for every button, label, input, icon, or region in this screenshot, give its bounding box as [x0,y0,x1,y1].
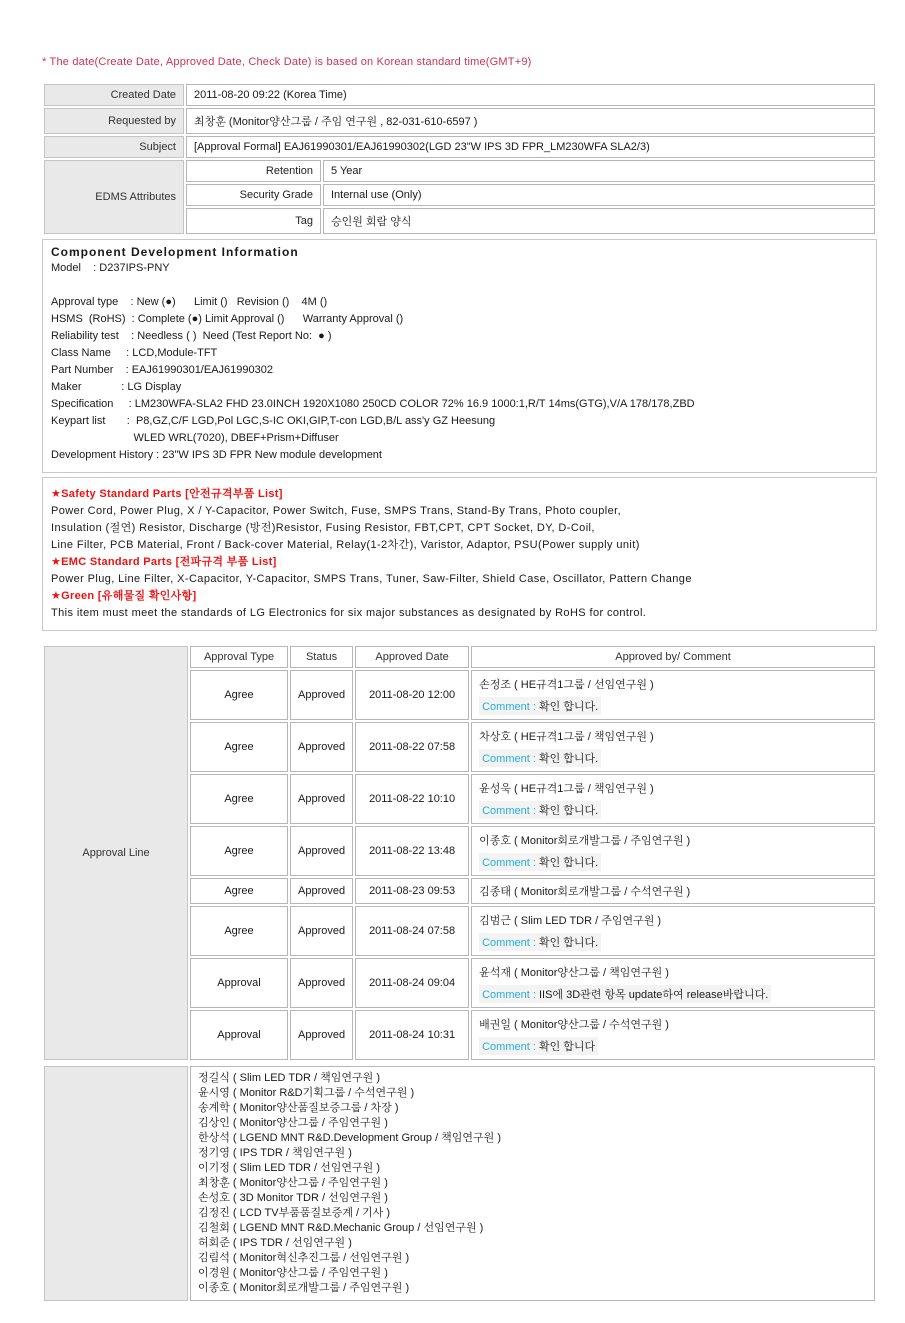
approved-by-comment-header: Approved by/ Comment [471,646,875,668]
component-info-line: Maker : LG Display [51,381,182,393]
security-grade-label: Security Grade [186,184,321,206]
approver-name: 이종호 ( Monitor회로개발그룹 / 주임연구원 ) [479,835,691,847]
recipient: 김철회 ( LGEND MNT R&D.Mechanic Group / 선임연구원 ) [198,1222,484,1234]
requested-by-value: 최창훈 (Monitor양산그룹 / 주임 연구원 , 82-031-610-6597 ) [186,108,875,134]
approval-type-cell: Approval [190,958,288,1008]
recipient: 김정진 ( LCD TV부품품질보증계 / 기사 ) [198,1207,391,1219]
safety-standard-parts-line: Power Cord, Power Plug, X / Y-Capacitor, Power Switch, Fuse, SMPS Trans, Stand-By Trans, Photo coupler, [51,505,622,517]
comment-text: 확인 합니다 [538,1041,596,1053]
approved-by-cell [471,1010,875,1060]
component-info-line [51,277,868,294]
safety-standard-parts-heading: ★Safety Standard Parts [안전규격부품 List] [51,488,283,500]
retention-label: Retention [186,160,321,182]
status-cell: Approved [290,774,353,824]
safety-standard-parts-line: Line Filter, PCB Material, Front / Back-cover Material, Relay(1-2차간), Varistor, Adaptor, PSU(Power supply unit) [51,539,640,551]
emc-standard-parts-heading: ★EMC Standard Parts [전파규격 부품 List] [51,556,277,568]
comment-text: 확인 합니다. [538,805,599,817]
approved-by-cell [471,958,875,1008]
recipient: 최창훈 ( Monitor양산그룹 / 주임연구원 ) [198,1177,388,1189]
emc-standard-parts-line: Power Plug, Line Filter, X-Capacitor, Y-Capacitor, SMPS Trans, Tuner, Saw-Filter, Shield Case, Oscillator, Pattern Change [51,573,692,585]
status-cell: Approved [290,1010,353,1060]
comment-label: Comment : [482,937,536,949]
retention-value: 5 Year [323,160,875,182]
comment-label: Comment : [482,1041,536,1053]
status-cell: Approved [290,878,353,904]
green-line: This item must meet the standards of LG Electronics for six major substances as designated by RoHS for control. [51,607,647,619]
subject-value: [Approval Formal] EAJ61990301/EAJ61990302(LGD 23"W IPS 3D FPR_LM230WFA SLA2/3) [186,136,875,158]
component-info-title: Component Development Information [51,245,299,259]
approver-name: 윤성욱 ( HE규격1그룹 / 책임연구원 ) [479,783,654,795]
component-info-line: Specification : LM230WFA-SLA2 FHD 23.0INCH 1920X1080 250CD COLOR 72% 16.9 1000:1,R/T 14ms(GTG),V/A 178/178,ZBD [51,398,695,410]
approved-date-cell: 2011-08-24 10:31 [355,1010,469,1060]
recipients-row [44,1066,875,1301]
created-date-label: Created Date [44,84,184,106]
approver-name: 배권일 ( Monitor양산그룹 / 수석연구원 ) [479,1019,669,1031]
recipients-table [42,1064,877,1303]
requested-by-row [44,108,875,134]
tag-label: Tag [186,208,321,234]
component-info-line: Approval type : New (●) Limit () Revision () 4M () [51,296,328,308]
approval-header-row [44,646,875,668]
approver-name: 손정조 ( HE규격1그룹 / 선임연구원 ) [479,679,654,691]
approval-type-cell: Agree [190,826,288,876]
component-info-line: Keypart list : P8,GZ,C/F LGD,Pol LGC,S-IC OKI,GIP,T-con LGD,B/L ass'y GZ Heesung [51,415,496,427]
recipient: 이경원 ( Monitor양산그룹 / 주임연구원 ) [198,1267,388,1279]
recipient: 송계학 ( Monitor양산품질보증그룹 / 차장 ) [198,1102,399,1114]
approved-by-cell [471,826,875,876]
edms-attributes-label: EDMS Attributes [44,160,184,234]
comment-label: Comment : [482,857,536,869]
recipients-label-cell [44,1066,188,1301]
document-info-table [42,82,877,236]
standards-box [42,477,877,631]
approval-line-table [42,644,877,1062]
comment-label: Comment : [482,753,536,765]
approved-date-cell: 2011-08-24 09:04 [355,958,469,1008]
status-cell: Approved [290,958,353,1008]
created-date-value: 2011-08-20 09:22 (Korea Time) [186,84,875,106]
comment-text: 확인 합니다. [538,701,599,713]
component-info-line: Development History : 23"W IPS 3D FPR New module development [51,449,382,461]
tag-value: 승인원 회람 양식 [323,208,875,234]
recipient: 한상석 ( LGEND MNT R&D.Development Group / 책임연구원 ) [198,1132,502,1144]
recipient: 김상인 ( Monitor양산그룹 / 주임연구원 ) [198,1117,388,1129]
component-development-info-box [42,239,877,473]
edms-retention-row [44,160,875,182]
recipient: 김림석 ( Monitor혁신추진그룹 / 선임연구원 ) [198,1252,410,1264]
subject-row [44,136,875,158]
safety-standard-parts-line: Insulation (절연) Resistor, Discharge (방전)Resistor, Fusing Resistor, FBT,CPT, CPT Socket, DY, D-Coil, [51,522,595,534]
approver-name: 김종태 ( Monitor회로개발그룹 / 수석연구원 ) [479,886,691,898]
approval-type-cell: Agree [190,774,288,824]
recipient: 정기영 ( IPS TDR / 책임연구원 ) [198,1147,352,1159]
approved-date-cell: 2011-08-24 07:58 [355,906,469,956]
approval-type-cell: Approval [190,1010,288,1060]
approval-type-cell: Agree [190,670,288,720]
subject-label: Subject [44,136,184,158]
recipients-list-cell [190,1066,875,1301]
approved-by-cell [471,722,875,772]
approver-name: 차상호 ( HE규격1그룹 / 책임연구원 ) [479,731,654,743]
recipient: 윤시영 ( Monitor R&D기획그룹 / 수석연구원 ) [198,1087,415,1099]
status-header: Status [290,646,353,668]
approved-by-cell [471,878,875,904]
component-info-line: WLED WRL(7020), DBEF+Prism+Diffuser [51,432,339,444]
approval-type-header: Approval Type [190,646,288,668]
component-info-line: HSMS (RoHS) : Complete (●) Limit Approval () Warranty Approval () [51,313,404,325]
approved-date-cell: 2011-08-20 12:00 [355,670,469,720]
component-info-line: Class Name : LCD,Module-TFT [51,347,218,359]
requested-by-label: Requested by [44,108,184,134]
approved-date-cell: 2011-08-22 13:48 [355,826,469,876]
comment-label: Comment : [482,701,536,713]
recipient: 이기정 ( Slim LED TDR / 선임연구원 ) [198,1162,380,1174]
security-grade-value: Internal use (Only) [323,184,875,206]
approval-line-label: Approval Line [44,646,188,1060]
approver-name: 김범근 ( Slim LED TDR / 주임연구원 ) [479,915,662,927]
component-info-line: Reliability test : Needless ( ) Need (Test Report No: ● ) [51,330,332,342]
approval-type-cell: Agree [190,722,288,772]
component-info-line: Model : D237IPS-PNY [51,262,170,274]
recipient: 손성호 ( 3D Monitor TDR / 선임연구원 ) [198,1192,388,1204]
approved-by-cell [471,774,875,824]
comment-text: 확인 합니다. [538,753,599,765]
approved-by-cell [471,906,875,956]
approved-date-cell: 2011-08-22 10:10 [355,774,469,824]
comment-text: 확인 합니다. [538,937,599,949]
kst-time-note: * The date(Create Date, Approved Date, Check Date) is based on Korean standard time(GMT+9) [42,56,532,68]
status-cell: Approved [290,906,353,956]
comment-label: Comment : [482,805,536,817]
approver-name: 윤석재 ( Monitor양산그룹 / 책임연구원 ) [479,967,669,979]
approved-date-cell: 2011-08-22 07:58 [355,722,469,772]
created-date-row [44,84,875,106]
recipient: 이종호 ( Monitor회로개발그룹 / 주임연구원 ) [198,1282,410,1294]
status-cell: Approved [290,670,353,720]
component-info-line: Part Number : EAJ61990301/EAJ61990302 [51,364,273,376]
approved-date-cell: 2011-08-23 09:53 [355,878,469,904]
comment-label: Comment : [482,989,536,1001]
approved-date-header: Approved Date [355,646,469,668]
status-cell: Approved [290,722,353,772]
green-heading: ★Green [유해물질 확인사항] [51,590,197,602]
approval-type-cell: Agree [190,906,288,956]
status-cell: Approved [290,826,353,876]
approved-by-cell [471,670,875,720]
comment-text: IIS에 3D관련 항목 update하여 release바랍니다. [538,989,769,1001]
recipient: 정길식 ( Slim LED TDR / 책임연구원 ) [198,1072,380,1084]
approval-type-cell: Agree [190,878,288,904]
comment-text: 확인 합니다. [538,857,599,869]
recipient: 허회준 ( IPS TDR / 선임연구원 ) [198,1237,352,1249]
